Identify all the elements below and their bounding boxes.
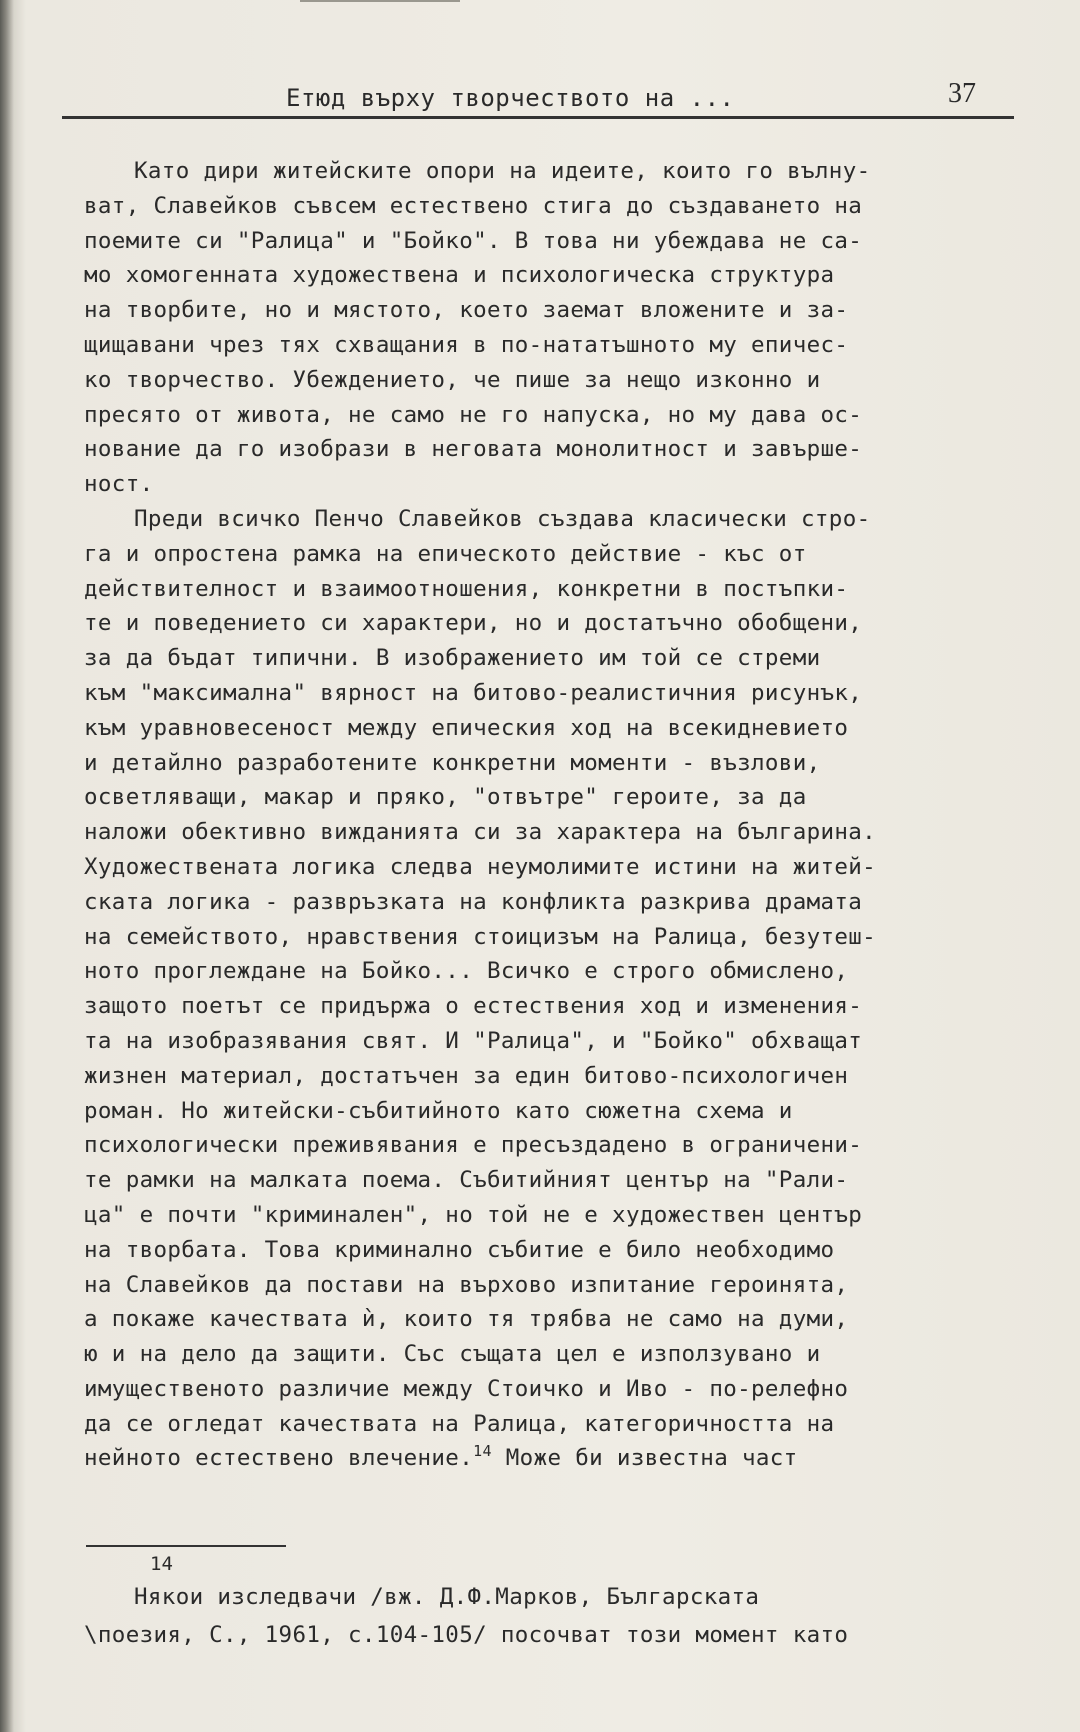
text-line: психологически преживявания е пресъздадено в ограничени- [84, 1132, 863, 1159]
text-line: действителност и взаимоотношения, конкретни в постъпки- [84, 575, 849, 602]
text-line: Преди всичко Пенчо Славейков създава класически стро- [134, 505, 871, 532]
text-line: поемите си "Ралица" и "Бойко". В това ни убеждава не са- [84, 227, 863, 254]
footnote-text [84, 1578, 1024, 1654]
text-line: Като дири житейските опори на идеите, които го вълну- [134, 158, 871, 184]
text-line: на творбите, но и мястото, което заемат вложените и за- [84, 297, 849, 324]
text-line: ко творчество. Убеждението, че пише за нещо изконно и [84, 366, 821, 393]
header-rule [62, 116, 1014, 119]
text-line [84, 1441, 1024, 1476]
text-line: щищавани чрез тях схващания в по-нататъшното му епичес- [84, 331, 849, 358]
text-line: защото поетът се придържа о естествения ход и изменения- [84, 993, 863, 1020]
text-line: га и опростена рамка на епическото действие - къс от [84, 540, 807, 567]
text-line: Художествената логика следва неумолимите истини на житей- [84, 853, 877, 880]
footnote-line: \поезия, С., 1961, с.104-105/ посочват този момент като [84, 1622, 849, 1648]
text-line: на Славейков да постави на върхово изпитание героинята, [84, 1271, 849, 1298]
running-head: Етюд върху творчеството на ... [286, 84, 735, 112]
text-line: пресято от живота, не само не го напуска, но му дава ос- [84, 401, 863, 428]
text-line: та на изобразявания свят. И "Ралица", и "Бойко" обхващат [84, 1027, 863, 1054]
text-line: на семейството, нравствения стоицизъм на Ралица, безутеш- [84, 923, 877, 950]
text-line: ност. [84, 471, 154, 498]
text-segment: Може би известна част [491, 1445, 798, 1472]
text-line: ската логика - развръзката на конфликта разкрива драмата [84, 888, 863, 915]
text-line: ю и на дело да защити. Със същата цел е използувано и [84, 1341, 821, 1368]
text-line: на творбата. Това криминално събитие е било необходимо [84, 1236, 835, 1263]
footnote-line: Някои изследвачи /вж. Д.Ф.Марков, Българската [134, 1584, 760, 1610]
scan-edge-mark [300, 0, 460, 2]
text-line: те и поведението си характери, но и достатъчно обобщени, [84, 610, 863, 637]
body-text [84, 154, 1024, 1476]
text-line: и детайлно разработените конкретни моменти - възлови, [84, 749, 821, 776]
text-line: към уравновесеност между епическия ход на всекидневието [84, 714, 849, 741]
text-line: мо хомогенната художествена и психологическа структура [84, 262, 835, 289]
text-line: те рамки на малката поема. Събитийният център на "Рали- [84, 1167, 849, 1194]
text-line: имущественото различие между Стоичко и Иво - по-релефно [84, 1375, 849, 1402]
footnote-number: 14 [150, 1553, 173, 1575]
text-line: да се огледат качествата на Ралица, категоричността на [84, 1410, 835, 1437]
text-line: роман. Но житейски-събитийното като сюжетна схема и [84, 1097, 793, 1124]
text-line: ца" е почти "криминален", но той не е художествен център [84, 1201, 863, 1228]
text-line: а покаже качествата ѝ, които тя трябва не само на думи, [84, 1306, 849, 1333]
text-line: към "максимална" вярност на битово-реалистичния рисунък, [84, 679, 863, 706]
text-line: наложи обективно вижданията си за характера на българина. [84, 819, 877, 846]
text-line: ното проглеждане на Бойко... Всичко е строго обмислено, [84, 958, 849, 985]
text-line: за да бъдат типични. В изображението им той се стреми [84, 645, 821, 672]
text-line: нование да го изобрази в неговата монолитност и завърше- [84, 436, 863, 463]
footnote-reference[interactable]: 14 [473, 1442, 492, 1461]
text-line: осветляващи, макар и пряко, "отвътре" героите, за да [84, 784, 807, 811]
text-line: жизнен материал, достатъчен за един битово-психологичен [84, 1062, 849, 1089]
text-segment: нейното естествено влечение. [84, 1445, 474, 1472]
page-number: 37 [948, 78, 976, 109]
footnote-rule [86, 1545, 286, 1547]
text-line: ват, Славейков съвсем естествено стига до създаването на [84, 192, 863, 219]
